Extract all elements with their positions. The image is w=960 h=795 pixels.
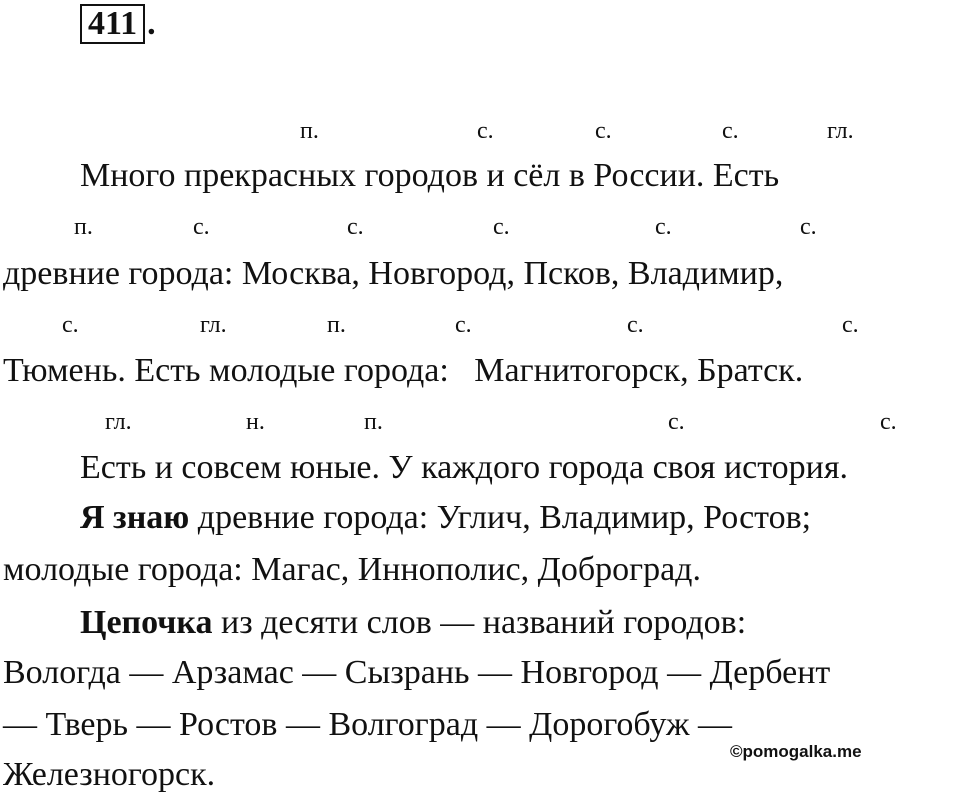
- grammar-mark: п.: [364, 409, 383, 435]
- text-line: Есть и совсем юные. У каждого города своя история.: [80, 449, 849, 486]
- task-number-dot: .: [147, 5, 156, 42]
- grammar-mark: п.: [300, 118, 319, 144]
- know-line: [80, 498, 811, 538]
- text-line: древние города: Москва, Новгород, Псков, Владимир,: [3, 255, 784, 292]
- grammar-mark: с.: [880, 409, 897, 435]
- grammar-mark: гл.: [105, 409, 132, 435]
- know-text: древние города: Углич, Владимир, Ростов;: [189, 499, 812, 536]
- task-number: [80, 4, 156, 44]
- task-number-box: 411: [80, 4, 145, 44]
- grammar-mark: с.: [800, 214, 817, 240]
- grammar-mark: с.: [842, 312, 859, 338]
- grammar-mark: с.: [62, 312, 79, 338]
- grammar-mark: с.: [493, 214, 510, 240]
- grammar-mark: п.: [327, 312, 346, 338]
- grammar-mark: гл.: [827, 118, 854, 144]
- grammar-mark: с.: [627, 312, 644, 338]
- chain-line: [80, 603, 746, 643]
- know-line-2: молодые города: Магас, Иннополис, Доброград.: [3, 551, 701, 588]
- chain-line-4: Железногорск.: [3, 756, 216, 793]
- grammar-mark: с.: [477, 118, 494, 144]
- grammar-mark: с.: [595, 118, 612, 144]
- chain-heading: Цепочка: [80, 604, 213, 641]
- grammar-mark: н.: [246, 409, 265, 435]
- grammar-mark: п.: [74, 214, 93, 240]
- grammar-mark: с.: [668, 409, 685, 435]
- text-line: Тюмень. Есть молодые города: Магнитогорск, Братск.: [3, 352, 804, 389]
- chain-line-3: — Тверь — Ростов — Волгоград — Дорогобуж —: [3, 706, 732, 743]
- grammar-mark: с.: [193, 214, 210, 240]
- chain-text: из десяти слов — названий городов:: [212, 604, 747, 641]
- grammar-mark: с.: [655, 214, 672, 240]
- grammar-mark: с.: [347, 214, 364, 240]
- know-heading: Я знаю: [80, 499, 190, 536]
- grammar-mark: с.: [722, 118, 739, 144]
- text-line: Много прекрасных городов и сёл в России. Есть: [80, 157, 780, 194]
- watermark: ©pomogalka.me: [730, 742, 862, 761]
- chain-line-2: Вологда — Арзамас — Сызрань — Новгород — Дербент: [3, 654, 831, 691]
- grammar-mark: с.: [455, 312, 472, 338]
- grammar-mark: гл.: [200, 312, 227, 338]
